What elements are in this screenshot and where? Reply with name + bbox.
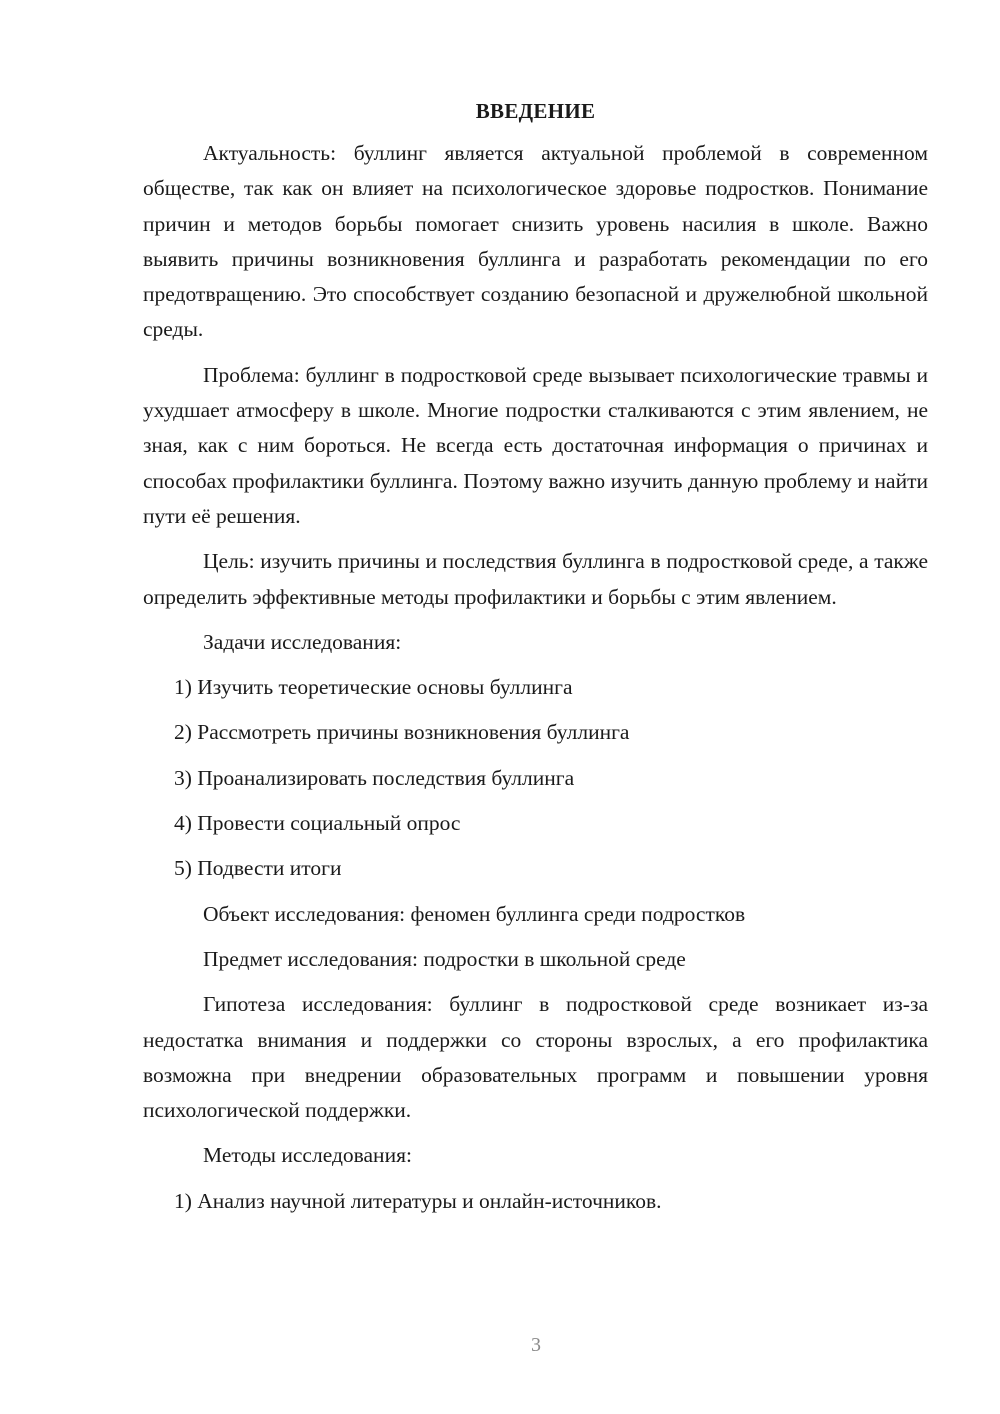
section-title: ВВЕДЕНИЕ: [475, 99, 596, 123]
document-page: [143, 96, 928, 1229]
methods-list: [143, 1184, 928, 1219]
goal-paragraph: Цель: изучить причины и последствия буллинга в подростковой среде, а также определить эффективные методы профилактики и борьбы с этим явлением.: [143, 549, 928, 609]
subject-line: Предмет исследования: подростки в школьной среде: [203, 946, 686, 971]
page-number: 3: [531, 1334, 541, 1356]
relevance-paragraph: Актуальность: буллинг является актуальной проблемой в современном обществе, так как он влияет на психологическое здоровье подростков. Понимание причин и методов борьбы помогает снизить уровень насилия в школе. Важно выявить причины возникновения буллинга и разработать рекомендации по его предотвращению. Это способствует созданию безопасной и дружелюбной школьной среды.: [143, 141, 928, 342]
problem-paragraph: Проблема: буллинг в подростковой среде вызывает психологические травмы и ухудшает атмосферу в школе. Многие подростки сталкиваются с этим явлением, не зная, как с ним бороться. Не всегда есть достаточная информация о причинах и способах профилактики буллинга. Поэтому важно изучить данную проблему и найти пути её решения.: [143, 362, 928, 528]
object-line: Объект исследования: феномен буллинга среди подростков: [203, 901, 746, 926]
task-item: 3) Проанализировать последствия буллинга: [174, 765, 575, 790]
task-item: 2) Рассмотреть причины возникновения буллинга: [174, 720, 630, 745]
hypothesis-paragraph: Гипотеза исследования: буллинг в подростковой среде возникает из-за недостатка внимания и поддержки со стороны взрослых, а его профилактика возможна при внедрении образовательных программ и повышении уровня психологической поддержки.: [143, 992, 928, 1123]
task-item: 1) Изучить теоретические основы буллинга: [174, 675, 573, 700]
tasks-heading: Задачи исследования:: [203, 629, 402, 654]
task-item: 4) Провести социальный опрос: [174, 811, 461, 836]
method-item: 1) Анализ научной литературы и онлайн-источников.: [174, 1188, 662, 1213]
tasks-list: [143, 670, 928, 886]
task-item: 5) Подвести итоги: [174, 856, 342, 881]
methods-heading: Методы исследования:: [203, 1143, 412, 1168]
